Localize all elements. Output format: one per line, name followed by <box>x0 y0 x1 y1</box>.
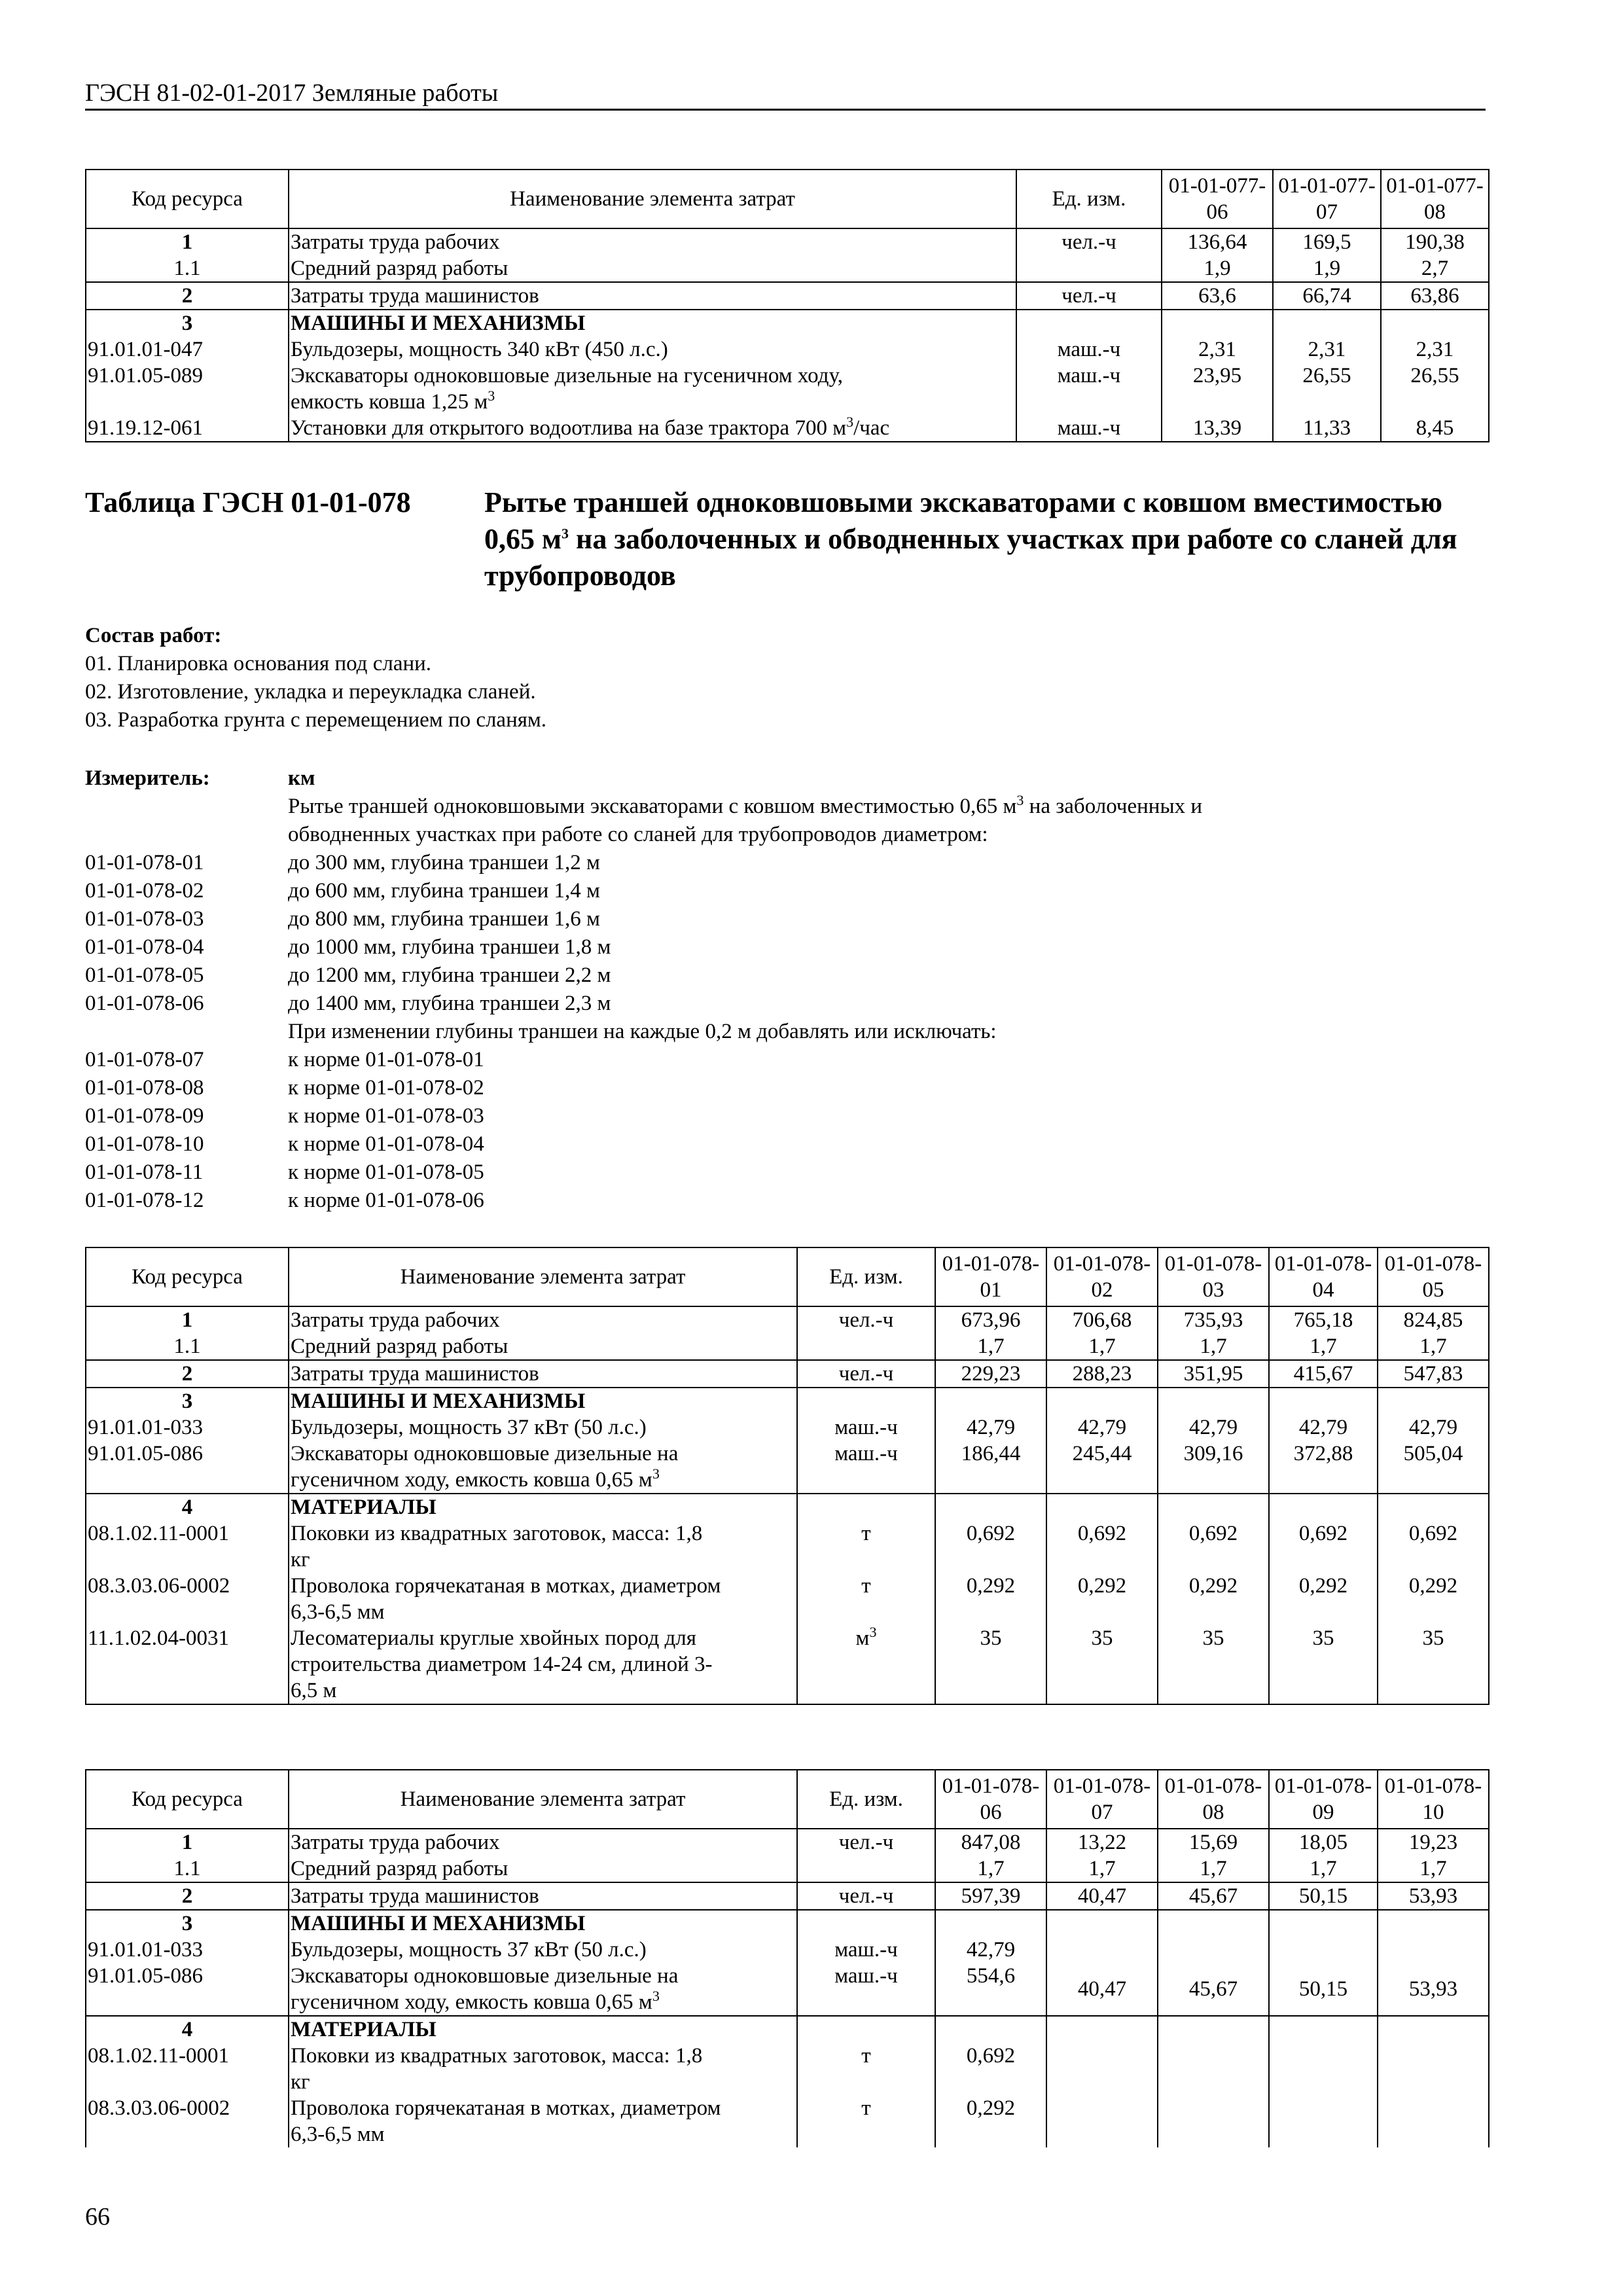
meter-description-part: на заболоченных и <box>1024 795 1203 818</box>
cell-value: 42,79 <box>935 1937 1046 1963</box>
cell-name: Средний разряд работы <box>289 255 1016 282</box>
norm-text: до 1200 мм, глубина траншеи 2,2 м <box>288 963 611 987</box>
cell-value: 1,7 <box>1269 1856 1378 1882</box>
cell-name <box>289 1625 797 1704</box>
cell-value: 706,68 <box>1046 1306 1158 1333</box>
cell-value: 735,93 <box>1158 1306 1269 1333</box>
cell-name <box>289 363 1016 415</box>
cell-name-line: гусеничном ходу, емкость ковша 0,65 м <box>291 1468 652 1492</box>
cell-value: 53,93 <box>1378 1963 1489 2016</box>
col-header-name: Наименование элемента затрат <box>289 1770 797 1829</box>
cell-unit: т <box>797 2095 935 2147</box>
cell-name-line: Поковки из квадратных заготовок, масса: 1,8 <box>291 1522 703 1545</box>
cell-name-line: Лесоматериалы круглые хвойных пород для <box>291 1626 696 1650</box>
cell-value: 1,7 <box>935 1856 1046 1882</box>
cell-value: 23,95 <box>1162 363 1273 415</box>
norm-text: к норме 01-01-078-04 <box>288 1132 484 1156</box>
table-row <box>86 1441 1489 1494</box>
cell-value: 45,67 <box>1158 1882 1269 1910</box>
table-row <box>86 1494 1489 1520</box>
resource-table-078-b <box>85 1769 1489 2147</box>
cell-value: 169,5 <box>1273 228 1381 255</box>
cell-value: 554,6 <box>935 1963 1046 2016</box>
cell-value: 1,7 <box>1378 1856 1489 1882</box>
cell-value: 45,67 <box>1158 1963 1269 2016</box>
col-header-norm: 01-01-078-02 <box>1046 1247 1158 1306</box>
cell-unit: т <box>797 1573 935 1625</box>
cell-name-line: Проволока горячекатаная в мотках, диаметром <box>291 2096 721 2120</box>
col-header-norm: 01-01-077-07 <box>1273 170 1381 228</box>
cell-value: 136,64 <box>1162 228 1273 255</box>
cell-value: 11,33 <box>1273 415 1381 442</box>
norm-code: 01-01-078-12 <box>85 1189 204 1212</box>
cell-value: 0,292 <box>1269 1573 1378 1625</box>
list-item <box>85 905 1492 933</box>
table-row <box>86 1360 1489 1388</box>
cell-value: 0,692 <box>935 2043 1046 2095</box>
table-row <box>86 1937 1489 1963</box>
col-header-norm: 01-01-078-01 <box>935 1247 1046 1306</box>
cell-name: Затраты труда рабочих <box>289 228 1016 255</box>
norm-text: к норме 01-01-078-03 <box>288 1104 484 1128</box>
resource-table-077 <box>85 169 1489 442</box>
cell-value: 0,292 <box>1378 1573 1489 1625</box>
cell-unit: маш.-ч <box>1016 336 1162 363</box>
cell-code: 91.19.12-061 <box>86 415 289 442</box>
cell-value: 40,47 <box>1046 1963 1158 2016</box>
table-row <box>86 1306 1489 1333</box>
cell-value: 0,292 <box>1046 1573 1158 1625</box>
table-row <box>86 1625 1489 1704</box>
cell-value: 2,31 <box>1273 336 1381 363</box>
norm-text: к норме 01-01-078-02 <box>288 1076 484 1100</box>
cell-value: 13,22 <box>1046 1829 1158 1856</box>
superscript: 3 <box>652 1465 660 1482</box>
cell-unit: чел.-ч <box>1016 228 1162 255</box>
cell-code: 2 <box>86 1882 289 1910</box>
norm-code: 01-01-078-06 <box>85 992 204 1015</box>
cell-name-line: Экскаваторы одноковшовые дизельные на <box>291 1964 679 1988</box>
table-row <box>86 1963 1489 2016</box>
cell-name: Бульдозеры, мощность 37 кВт (50 л.с.) <box>289 1414 797 1441</box>
cell-value: 0,692 <box>1378 1520 1489 1573</box>
cell-value: 1,7 <box>935 1333 1046 1360</box>
norm-text: к норме 01-01-078-05 <box>288 1160 484 1184</box>
cell-code: 1 <box>86 1306 289 1333</box>
meter-note: При изменении глубины траншеи на каждые 0,2 м добавлять или исключать: <box>288 1020 997 1043</box>
cell-code: 3 <box>86 310 289 336</box>
superscript: 3 <box>846 415 854 430</box>
list-item <box>85 849 1492 877</box>
works-item: 03. Разработка грунта с перемещением по сланям. <box>85 708 547 732</box>
cell-name: МАШИНЫ И МЕХАНИЗМЫ <box>289 310 1016 336</box>
cell-unit <box>1016 255 1162 282</box>
meter-label: Измеритель: <box>85 766 210 790</box>
cell-value: 8,45 <box>1381 415 1489 442</box>
cell-code: 1.1 <box>86 255 289 282</box>
table-row <box>86 282 1489 310</box>
table-title-part: на заболоченных и обводненных участках при работе со сланей для трубопроводов <box>484 523 1457 592</box>
cell-name-line: Проволока горячекатаная в мотках, диаметром <box>291 1574 721 1598</box>
cell-name-line: кг <box>291 1548 310 1571</box>
cell-value: 351,95 <box>1158 1360 1269 1388</box>
cell-value: 0,692 <box>1269 1520 1378 1573</box>
cell-value: 186,44 <box>935 1441 1046 1494</box>
cell-name-line: кг <box>291 2070 310 2094</box>
list-item <box>85 877 1492 905</box>
meter-description: обводненных участках при работе со сланей для трубопроводов диаметром: <box>288 823 988 846</box>
norm-code: 01-01-078-09 <box>85 1104 204 1128</box>
col-header-norm: 01-01-078-08 <box>1158 1770 1269 1829</box>
col-header-norm: 01-01-078-03 <box>1158 1247 1269 1306</box>
cell-code: 3 <box>86 1910 289 1937</box>
cell-name: Бульдозеры, мощность 340 кВт (450 л.с.) <box>289 336 1016 363</box>
cell-value: 1,7 <box>1269 1333 1378 1360</box>
cell-value: 35 <box>1158 1625 1269 1704</box>
superscript: 3 <box>488 387 495 404</box>
list-item <box>85 933 1492 961</box>
cell-value: 372,88 <box>1269 1441 1378 1494</box>
cell-name-line: 6,3-6,5 мм <box>291 2123 385 2146</box>
table-row <box>86 1882 1489 1910</box>
cell-code: 1.1 <box>86 1333 289 1360</box>
cell-code: 1 <box>86 228 289 255</box>
cell-value: 35 <box>1046 1625 1158 1704</box>
cell-code: 91.01.01-033 <box>86 1937 289 1963</box>
cell-unit: маш.-ч <box>797 1963 935 2016</box>
table-title-part: Рытье траншей одноковшовыми экскаваторами с ковшом вместимостью 0,65 м <box>484 486 1443 555</box>
cell-code: 91.01.01-047 <box>86 336 289 363</box>
cell-value: 50,15 <box>1269 1882 1378 1910</box>
table-row <box>86 1829 1489 1856</box>
superscript: 3 <box>652 1988 660 2004</box>
cell-value: 15,69 <box>1158 1829 1269 1856</box>
cell-value: 1,7 <box>1046 1856 1158 1882</box>
list-item <box>85 1158 1492 1187</box>
cell-value: 2,7 <box>1381 255 1489 282</box>
norm-code: 01-01-078-02 <box>85 879 204 903</box>
table-row <box>86 1520 1489 1573</box>
unit-text: м <box>855 1626 870 1650</box>
cell-value: 547,83 <box>1378 1360 1489 1388</box>
cell-value: 847,08 <box>935 1829 1046 1856</box>
meter-block <box>85 764 1492 1215</box>
cell-code: 4 <box>86 2016 289 2043</box>
cell-unit <box>797 1856 935 1882</box>
cell-value: 0,692 <box>935 1520 1046 1573</box>
list-item <box>85 961 1492 990</box>
resource-table-078-a <box>85 1247 1489 1705</box>
cell-name: Средний разряд работы <box>289 1856 797 1882</box>
cell-code: 08.1.02.11-0001 <box>86 1520 289 1573</box>
list-item <box>85 990 1492 1018</box>
cell-name: МАШИНЫ И МЕХАНИЗМЫ <box>289 1910 797 1937</box>
col-header-code: Код ресурса <box>86 170 289 228</box>
norm-text: до 1400 мм, глубина траншеи 2,3 м <box>288 992 611 1015</box>
cell-value: 1,7 <box>1046 1333 1158 1360</box>
cell-name <box>289 2095 797 2147</box>
norm-code: 01-01-078-01 <box>85 851 204 874</box>
cell-value: 50,15 <box>1269 1963 1378 2016</box>
cell-code: 4 <box>86 1494 289 1520</box>
table-row <box>86 1573 1489 1625</box>
list-item <box>85 1046 1492 1074</box>
cell-value: 229,23 <box>935 1360 1046 1388</box>
cell-value: 1,7 <box>1158 1856 1269 1882</box>
cell-name-line: емкость ковша 1,25 м <box>291 390 488 414</box>
cell-name: Затраты труда машинистов <box>289 1360 797 1388</box>
cell-name-line: Установки для открытого водоотлива на базе трактора 700 м <box>291 416 847 440</box>
page-header: ГЭСН 81-02-01-2017 Земляные работы <box>85 79 1486 111</box>
cell-value: 824,85 <box>1378 1306 1489 1333</box>
cell-unit: маш.-ч <box>1016 415 1162 442</box>
cell-name <box>289 1573 797 1625</box>
col-header-norm: 01-01-078-07 <box>1046 1770 1158 1829</box>
cell-name-line: 6,3-6,5 мм <box>291 1600 385 1624</box>
superscript: 3 <box>869 1625 877 1640</box>
cell-name-line: гусеничном ходу, емкость ковша 0,65 м <box>291 1990 652 2014</box>
table-row <box>86 2043 1489 2095</box>
cell-value: 288,23 <box>1046 1360 1158 1388</box>
cell-value: 0,292 <box>935 1573 1046 1625</box>
cell-value: 53,93 <box>1378 1882 1489 1910</box>
col-header-norm: 01-01-078-06 <box>935 1770 1046 1829</box>
cell-value: 597,39 <box>935 1882 1046 1910</box>
cell-value: 35 <box>1378 1625 1489 1704</box>
norm-code: 01-01-078-05 <box>85 963 204 987</box>
cell-value: 1,9 <box>1162 255 1273 282</box>
col-header-norm: 01-01-078-05 <box>1378 1247 1489 1306</box>
cell-value: 42,79 <box>1269 1414 1378 1441</box>
cell-unit: маш.-ч <box>797 1937 935 1963</box>
norm-text: к норме 01-01-078-01 <box>288 1048 484 1071</box>
cell-name: Бульдозеры, мощность 37 кВт (50 л.с.) <box>289 1937 797 1963</box>
cell-unit: т <box>797 1520 935 1573</box>
norm-text: до 800 мм, глубина траншеи 1,6 м <box>288 907 600 931</box>
cell-value: 1,9 <box>1273 255 1381 282</box>
cell-value: 42,79 <box>1158 1414 1269 1441</box>
cell-code: 91.01.05-086 <box>86 1441 289 1494</box>
cell-code: 2 <box>86 282 289 310</box>
norm-text: к норме 01-01-078-06 <box>288 1189 484 1212</box>
cell-value: 63,6 <box>1162 282 1273 310</box>
cell-code: 08.3.03.06-0002 <box>86 2095 289 2147</box>
norm-code: 01-01-078-07 <box>85 1048 204 1071</box>
cell-value: 765,18 <box>1269 1306 1378 1333</box>
cell-unit <box>797 1333 935 1360</box>
col-header-norm: 01-01-077-08 <box>1381 170 1489 228</box>
table-row <box>86 1856 1489 1882</box>
cell-value: 0,292 <box>1158 1573 1269 1625</box>
meter-unit: км <box>288 766 315 790</box>
works-item: 02. Изготовление, укладка и переукладка сланей. <box>85 680 536 704</box>
cell-name-line: Экскаваторы одноковшовые дизельные на <box>291 1442 679 1465</box>
cell-value: 63,86 <box>1381 282 1489 310</box>
cell-name-line: /час <box>853 416 890 440</box>
cell-value: 66,74 <box>1273 282 1381 310</box>
cell-name <box>289 2043 797 2095</box>
cell-unit: маш.-ч <box>797 1441 935 1494</box>
page-number: 66 <box>85 2203 110 2231</box>
cell-name <box>289 1441 797 1494</box>
norm-code: 01-01-078-04 <box>85 935 204 959</box>
col-header-norm: 01-01-078-04 <box>1269 1247 1378 1306</box>
table-row <box>86 1414 1489 1441</box>
table-row <box>86 255 1489 282</box>
norm-code: 01-01-078-03 <box>85 907 204 931</box>
works-heading: Состав работ: <box>85 624 222 647</box>
cell-value: 309,16 <box>1158 1441 1269 1494</box>
cell-value: 415,67 <box>1269 1360 1378 1388</box>
col-header-code: Код ресурса <box>86 1770 289 1829</box>
cell-code: 3 <box>86 1388 289 1414</box>
works-item: 01. Планировка основания под слани. <box>85 652 432 675</box>
cell-value: 18,05 <box>1269 1829 1378 1856</box>
cell-unit <box>797 1625 935 1704</box>
cell-value: 42,79 <box>1378 1414 1489 1441</box>
norm-text: до 300 мм, глубина траншеи 1,2 м <box>288 851 600 874</box>
cell-value: 1,7 <box>1158 1333 1269 1360</box>
cell-name: Затраты труда машинистов <box>289 1882 797 1910</box>
table-row <box>86 363 1489 415</box>
cell-value: 40,47 <box>1046 1882 1158 1910</box>
table-row <box>86 2016 1489 2043</box>
cell-code: 11.1.02.04-0031 <box>86 1625 289 1704</box>
list-item <box>85 1130 1492 1158</box>
cell-value: 245,44 <box>1046 1441 1158 1494</box>
col-header-unit: Ед. изм. <box>797 1770 935 1829</box>
col-header-norm: 01-01-078-09 <box>1269 1770 1378 1829</box>
cell-value: 505,04 <box>1378 1441 1489 1494</box>
cell-code: 91.01.05-086 <box>86 1963 289 2016</box>
list-item <box>85 1187 1492 1215</box>
cell-value: 0,692 <box>1046 1520 1158 1573</box>
cell-value: 2,31 <box>1162 336 1273 363</box>
table-row <box>86 1388 1489 1414</box>
cell-code: 1.1 <box>86 1856 289 1882</box>
col-header-norm: 01-01-077-06 <box>1162 170 1273 228</box>
table-row <box>86 2095 1489 2147</box>
superscript: 3 <box>1016 792 1024 808</box>
cell-unit: маш.-ч <box>797 1414 935 1441</box>
col-header-code: Код ресурса <box>86 1247 289 1306</box>
table-row <box>86 1910 1489 1937</box>
cell-unit: т <box>797 2043 935 2095</box>
norm-code: 01-01-078-11 <box>85 1160 204 1184</box>
cell-value: 35 <box>935 1625 1046 1704</box>
cell-value: 42,79 <box>1046 1414 1158 1441</box>
table-label: Таблица ГЭСН 01-01-078 <box>85 486 411 518</box>
table-title <box>484 484 1499 594</box>
superscript: 3 <box>561 525 569 542</box>
cell-name <box>289 415 1016 442</box>
cell-value: 0,292 <box>935 2095 1046 2147</box>
cell-name: МАТЕРИАЛЫ <box>289 1494 797 1520</box>
cell-name-line: строительства диаметром 14-24 см, длиной 3- <box>291 1653 713 1676</box>
cell-value: 13,39 <box>1162 415 1273 442</box>
table-row <box>86 415 1489 442</box>
list-item <box>85 1102 1492 1130</box>
cell-name: Затраты труда рабочих <box>289 1306 797 1333</box>
cell-code: 91.01.05-089 <box>86 363 289 415</box>
list-item <box>85 1074 1492 1102</box>
cell-unit: чел.-ч <box>797 1306 935 1333</box>
col-header-name: Наименование элемента затрат <box>289 170 1016 228</box>
cell-code: 08.1.02.11-0001 <box>86 2043 289 2095</box>
col-header-name: Наименование элемента затрат <box>289 1247 797 1306</box>
cell-unit: маш.-ч <box>1016 363 1162 415</box>
cell-name <box>289 1520 797 1573</box>
meter-description-part: Рытье траншей одноковшовыми экскаваторами с ковшом вместимостью 0,65 м <box>288 795 1017 818</box>
cell-value: 35 <box>1269 1625 1378 1704</box>
cell-code: 1 <box>86 1829 289 1856</box>
table-row <box>86 1333 1489 1360</box>
cell-value: 26,55 <box>1273 363 1381 415</box>
cell-name: МАТЕРИАЛЫ <box>289 2016 797 2043</box>
cell-name: Затраты труда машинистов <box>289 282 1016 310</box>
cell-code: 08.3.03.06-0002 <box>86 1573 289 1625</box>
cell-value: 19,23 <box>1378 1829 1489 1856</box>
cell-name: МАШИНЫ И МЕХАНИЗМЫ <box>289 1388 797 1414</box>
cell-unit: чел.-ч <box>797 1829 935 1856</box>
cell-value: 2,31 <box>1381 336 1489 363</box>
col-header-unit: Ед. изм. <box>797 1247 935 1306</box>
table-row <box>86 228 1489 255</box>
cell-value: 42,79 <box>935 1414 1046 1441</box>
cell-name-line: Поковки из квадратных заготовок, масса: 1,8 <box>291 2044 703 2068</box>
cell-name-line: Экскаваторы одноковшовые дизельные на гусеничном ходу, <box>291 364 843 387</box>
cell-value: 26,55 <box>1381 363 1489 415</box>
table-row <box>86 310 1489 336</box>
col-header-unit: Ед. изм. <box>1016 170 1162 228</box>
works-composition <box>85 622 1492 734</box>
norm-code: 01-01-078-08 <box>85 1076 204 1100</box>
cell-name <box>289 1963 797 2016</box>
norm-text: до 600 мм, глубина траншеи 1,4 м <box>288 879 600 903</box>
meter-description <box>288 793 1492 821</box>
cell-value: 0,692 <box>1158 1520 1269 1573</box>
cell-value: 190,38 <box>1381 228 1489 255</box>
cell-unit: чел.-ч <box>797 1360 935 1388</box>
cell-unit: чел.-ч <box>1016 282 1162 310</box>
norm-text: до 1000 мм, глубина траншеи 1,8 м <box>288 935 611 959</box>
cell-name: Средний разряд работы <box>289 1333 797 1360</box>
cell-value: 673,96 <box>935 1306 1046 1333</box>
cell-name: Затраты труда рабочих <box>289 1829 797 1856</box>
cell-name-line: 6,5 м <box>291 1679 337 1702</box>
cell-code: 2 <box>86 1360 289 1388</box>
cell-code: 91.01.01-033 <box>86 1414 289 1441</box>
table-row <box>86 336 1489 363</box>
cell-unit: чел.-ч <box>797 1882 935 1910</box>
col-header-norm: 01-01-078-10 <box>1378 1770 1489 1829</box>
cell-value: 1,7 <box>1378 1333 1489 1360</box>
norm-code: 01-01-078-10 <box>85 1132 204 1156</box>
